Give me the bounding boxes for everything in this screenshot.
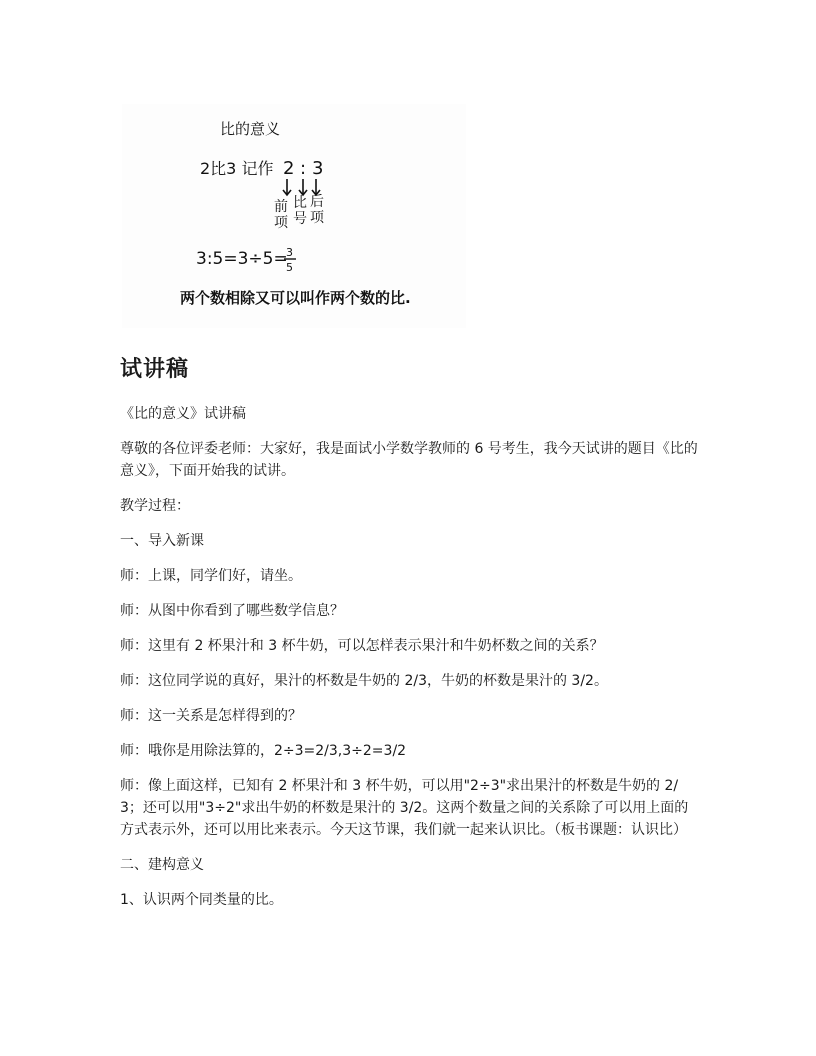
hw-label-back-1: 后 <box>310 194 324 210</box>
paragraph-process-heading: 教学过程： <box>120 498 190 514</box>
paragraph-dialogue: 师：这位同学说的真好，果汁的杯数是牛奶的 2/3，牛奶的杯数是果汁的 3/2。 <box>120 673 608 689</box>
hw-label-back-2: 项 <box>310 210 324 226</box>
hw-conclusion: 两个数相除又可以叫作两个数的比. <box>180 289 411 307</box>
hw-ratio-left: 2 <box>283 158 295 179</box>
hw-ratio-right: 3 <box>312 158 324 179</box>
paragraph-subsection-1: 1、认识两个同类量的比。 <box>120 892 283 908</box>
paragraph-dialogue: 师：这里有 2 杯果汁和 3 杯牛奶，可以怎样表示果汁和牛奶杯数之间的关系？ <box>120 638 604 654</box>
paragraph-section-1-heading: 一、导入新课 <box>120 533 204 549</box>
hw-label-front-1: 前 <box>274 199 288 215</box>
paragraph-dialogue: 师：上课，同学们好，请坐。 <box>120 568 302 584</box>
paragraph-dialogue: 师：从图中你看到了哪些数学信息？ <box>120 603 344 619</box>
hw-ratio-colon: : <box>300 158 307 179</box>
hw-fraction-numerator: 3 <box>286 246 293 259</box>
paragraph-doc-subtitle: 《比的意义》试讲稿 <box>120 406 246 422</box>
paragraph-section-2-heading: 二、建构意义 <box>120 857 204 873</box>
hw-label-front-2: 项 <box>274 215 288 231</box>
document-title: 试讲稿 <box>120 357 190 382</box>
hw-arrows <box>283 179 320 195</box>
handwritten-notes-image <box>122 104 466 328</box>
hw-heading: 比的意义 <box>220 120 281 138</box>
handwritten-notes-drawing <box>122 104 466 328</box>
hw-ratio-prefix: 2比3 记作 <box>200 159 274 178</box>
hw-equation: 3:5=3÷5= <box>196 249 288 269</box>
hw-label-sign-2: 号 <box>293 211 307 227</box>
document-body <box>120 403 700 924</box>
hw-label-sign-1: 比 <box>293 195 307 211</box>
paragraph-greeting: 尊敬的各位评委老师：大家好，我是面试小学数学教师的 6 号考生，我今天试讲的题目《比的意义》，下面开始我的试讲。 <box>120 441 698 479</box>
paragraph-dialogue: 师：哦你是用除法算的，2÷3=2/3,3÷2=3/2 <box>120 743 407 759</box>
paragraph-dialogue: 师：像上面这样，已知有 2 杯果汁和 3 杯牛奶，可以用"2÷3"求出果汁的杯数是牛奶的 2/3；还可以用"3÷2"求出牛奶的杯数是果汁的 3/2。这两个数量之间的关系除了可以用上面的方式表示外，还可以用比来表示。今天这节课，我们就一起来认识比。（板书课题：认识比） <box>120 778 689 838</box>
hw-fraction-denominator: 5 <box>286 261 293 274</box>
paragraph-dialogue: 师：这一关系是怎样得到的？ <box>120 708 302 724</box>
